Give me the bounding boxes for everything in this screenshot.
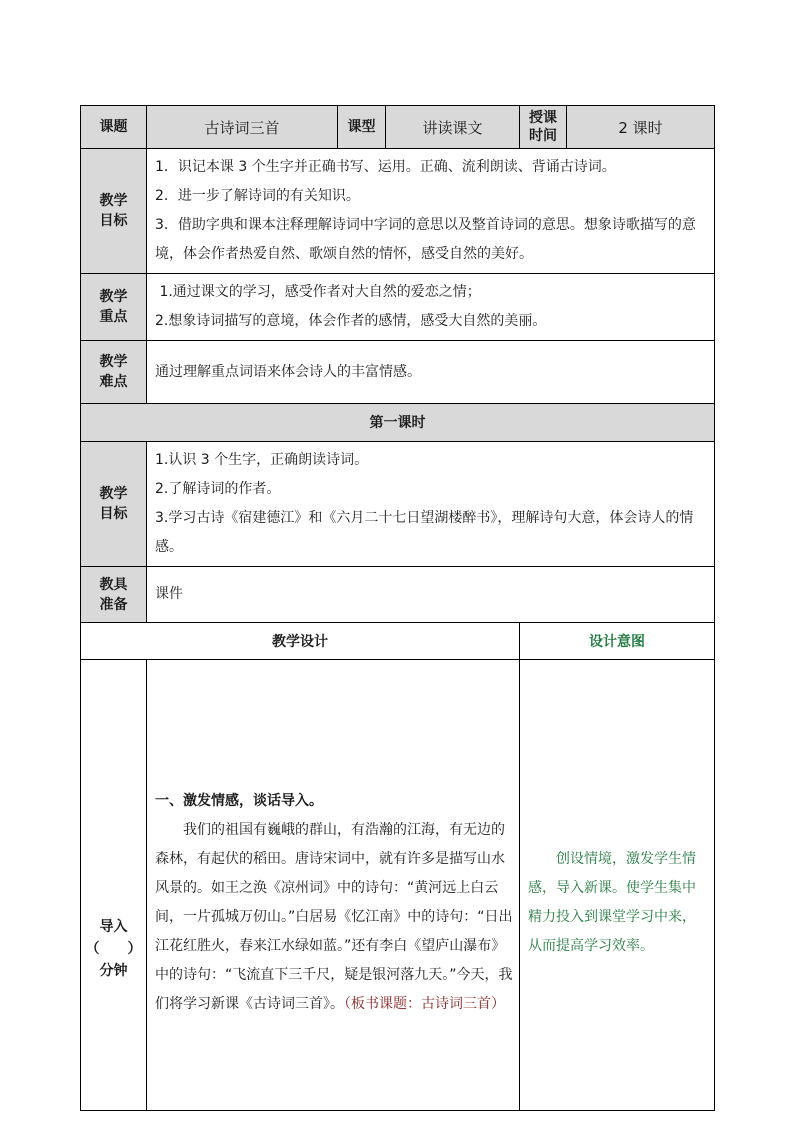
focus-item: 2.想象诗词描写的意境，体会作者的感情，感受大自然的美丽。 [155, 313, 547, 329]
lesson1-goals-label [81, 442, 147, 567]
focus-label-line1: 教学 [99, 289, 128, 305]
prep-label-line1: 教具 [99, 576, 128, 593]
lesson1-title-row [81, 404, 715, 442]
goal-item: 1．识记本课 3 个生字并正确书写、运用。正确、流利朗读、背诵古诗词。 [155, 159, 616, 175]
goals-label-line1: 教学 [99, 193, 128, 209]
lesson1-goals-row [81, 442, 715, 567]
time-label-line1: 授课 [529, 110, 557, 126]
focus-label [81, 274, 147, 341]
time-label-line2: 时间 [529, 128, 557, 144]
prep-row [81, 567, 715, 623]
lesson1-goal-item: 1.认识 3 个生字，正确朗读诗词。 [155, 452, 369, 468]
focus-label-line2: 重点 [99, 309, 128, 325]
prep-label-line2: 准备 [99, 596, 128, 613]
lesson1-goal-item: 3.学习古诗《宿建德江》和《六月二十七日望湖楼醉书》，理解诗句大意，体会诗人的情感。 [155, 510, 694, 555]
stage-label-line3: 分钟 [99, 963, 128, 979]
type-label: 课型 [338, 106, 386, 149]
goal-item: 2．进一步了解诗词的有关知识。 [155, 188, 360, 204]
prep-label [81, 567, 147, 623]
lesson1-title: 第一课时 [81, 404, 715, 442]
design-heading: 一、激发情感，谈话导入。 [155, 793, 323, 809]
focus-row [81, 274, 715, 341]
topic-value: 古诗词三首 [147, 106, 338, 149]
goals-label [81, 149, 147, 274]
type-value: 讲读课文 [386, 106, 520, 149]
focus-content [147, 274, 715, 341]
stage-label-line2: （ ） [85, 941, 142, 957]
lesson1-goal-item: 2.了解诗词的作者。 [155, 481, 281, 497]
prep-value: 课件 [147, 567, 715, 623]
stage-label [81, 660, 147, 1111]
difficulty-content: 通过理解重点词语来体会诗人的丰富情感。 [147, 341, 715, 404]
goals-row [81, 149, 715, 274]
difficulty-label-line1: 教学 [99, 354, 128, 370]
board-note: （板书课题：古诗词三首） [344, 996, 505, 1012]
goal-item: 3．借助字典和课本注释理解诗词中字词的意思以及整首诗词的意思。想象诗歌描写的意境，体会作者热爱自然、歌颂自然的情怀，感受自然的美好。 [155, 217, 696, 262]
intent-header: 设计意图 [520, 623, 715, 660]
intent-content: 创设情境，激发学生情感，导入新课。使学生集中精力投入到课堂学习中来，从而提高学习效率。 [520, 660, 715, 1111]
difficulty-row [81, 341, 715, 404]
goals-label-line2: 目标 [99, 213, 128, 229]
topic-label: 课题 [81, 106, 147, 149]
focus-item: 1.通过课文的学习，感受作者对大自然的爱恋之情； [155, 284, 481, 300]
lesson1-goals-content [147, 442, 715, 567]
lesson-plan-table [80, 105, 715, 1111]
design-paragraph [155, 816, 515, 1019]
time-label [520, 106, 567, 149]
header-row [81, 106, 715, 149]
design-content [147, 660, 520, 1111]
time-value: 2 课时 [567, 106, 715, 149]
difficulty-label [81, 341, 147, 404]
difficulty-label-line2: 难点 [99, 374, 128, 390]
design-header-row [81, 623, 715, 660]
stage-label-line1: 导入 [99, 919, 128, 935]
goals-content [147, 149, 715, 274]
lesson1-goals-label-line1: 教学 [99, 486, 128, 502]
design-body-row [81, 660, 715, 1111]
lesson1-goals-label-line2: 目标 [99, 506, 128, 522]
design-header: 教学设计 [81, 623, 520, 660]
design-body-text: 我们的祖国有巍峨的群山，有浩瀚的江海，有无边的森林，有起伏的稻田。唐诗宋词中，就有许多是描写山水风景的。如王之涣《凉州词》中的诗句：“黄河远上白云间，一片孤城万仞山。”白居易《忆江南》中的诗句：“日出江花红胜火，春来江水绿如蓝。”还有李白《望庐山瀑布》中的诗句：“飞流直下三千尺，疑是银河落九天。”今天，我们将学习新课《古诗词三首》。 [155, 822, 513, 1012]
